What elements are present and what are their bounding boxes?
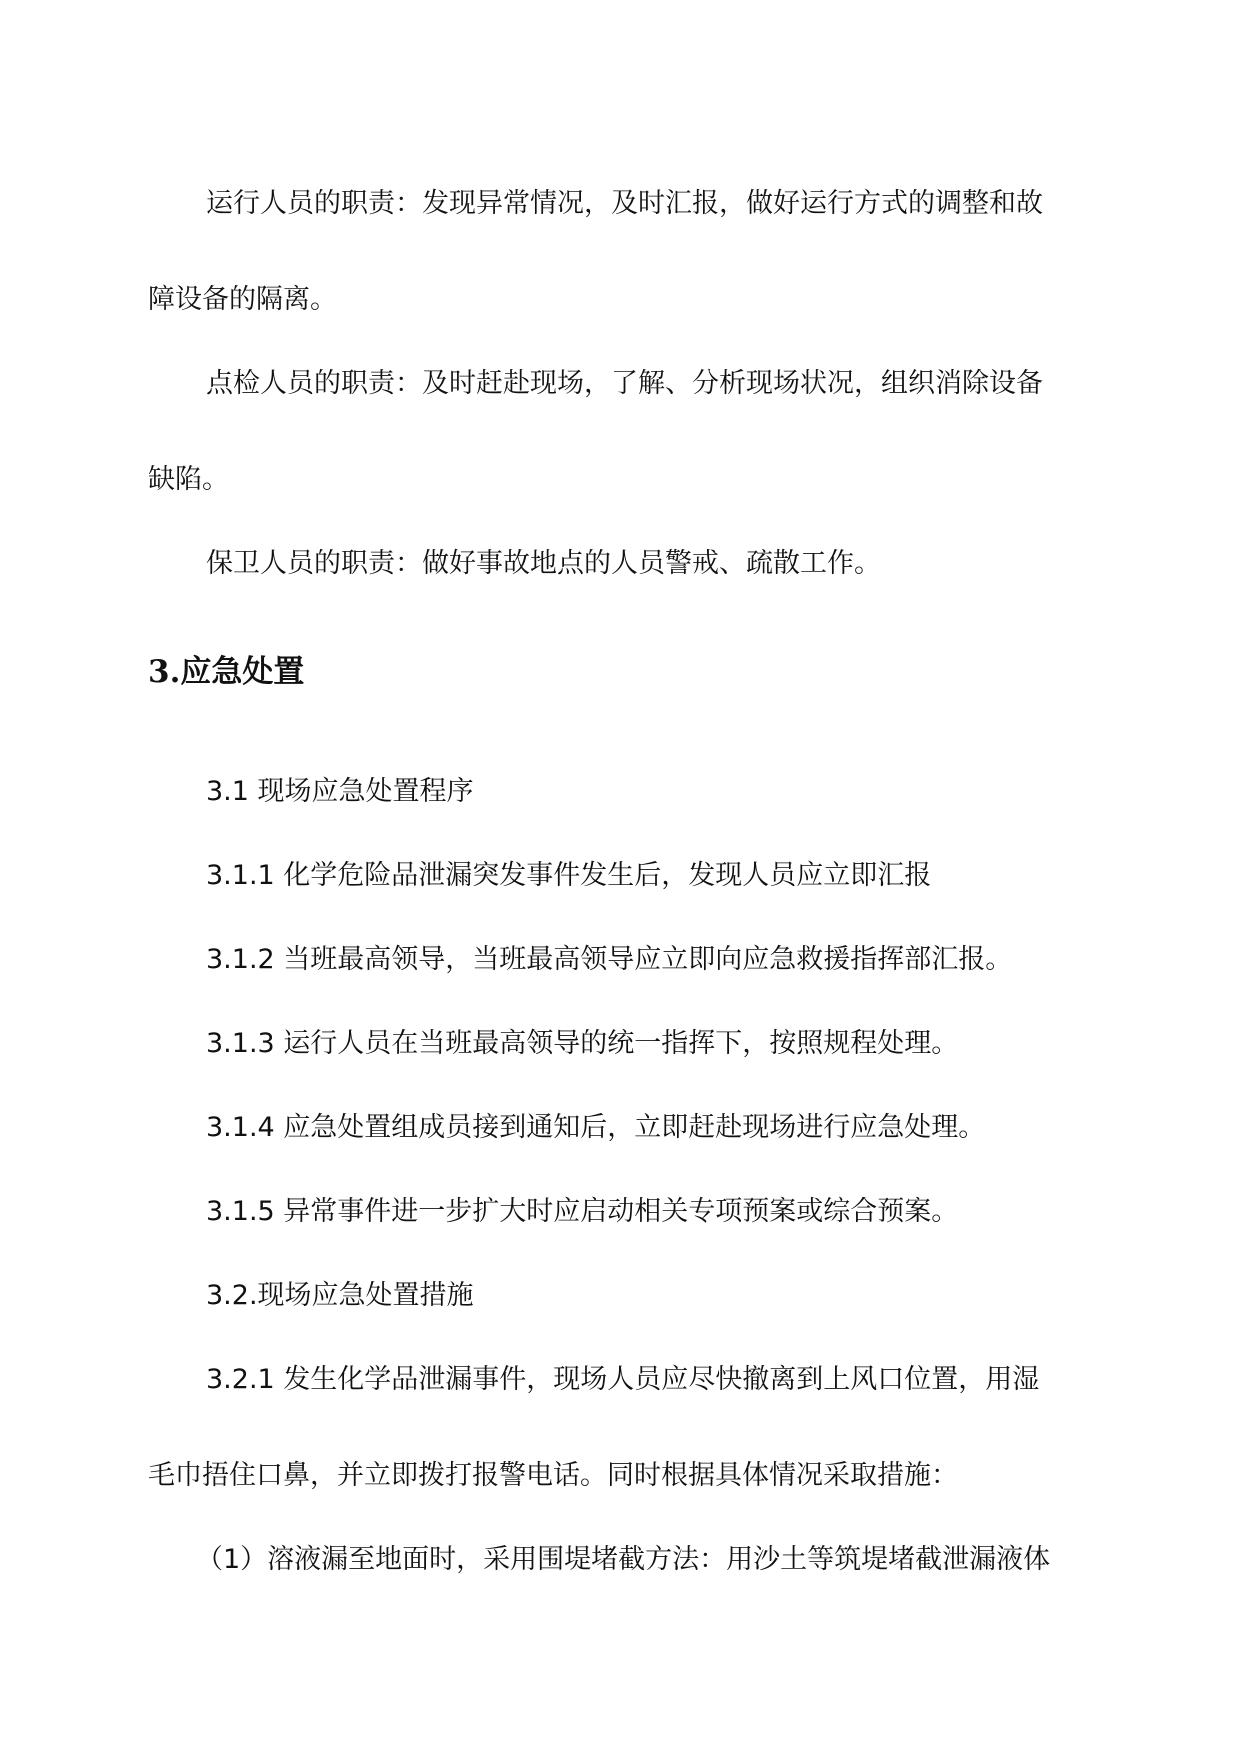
subsection-3-2-title: 3.2.现场应急处置措施 (206, 1280, 474, 1311)
section-heading: 3.应急处置 (148, 654, 305, 690)
operator-duty-line-1: 运行人员的职责：发现异常情况，及时汇报，做好运行方式的调整和故 (206, 188, 1043, 219)
item-3-2-1-line-1: 3.2.1 发生化学品泄漏事件，现场人员应尽快撤离到上风口位置，用湿 (206, 1364, 1040, 1395)
inspector-duty-line-1: 点检人员的职责：及时赶赴现场，了解、分析现场状况，组织消除设备 (206, 368, 1043, 399)
inspector-duty-line-2: 缺陷。 (148, 464, 229, 495)
item-3-1-4: 3.1.4 应急处置组成员接到通知后，立即赶赴现场进行应急处理。 (206, 1112, 986, 1143)
item-3-2-1-line-2: 毛巾捂住口鼻，并立即拨打报警电话。同时根据具体情况采取措施： (148, 1460, 958, 1491)
operator-duty-line-2: 障设备的隔离。 (148, 284, 337, 315)
subsection-3-1-title: 3.1 现场应急处置程序 (206, 776, 474, 807)
item-3-1-3: 3.1.3 运行人员在当班最高领导的统一指挥下，按照规程处理。 (206, 1028, 959, 1059)
security-duty: 保卫人员的职责：做好事故地点的人员警戒、疏散工作。 (206, 548, 881, 579)
measure-1: （1）溶液漏至地面时，采用围堤堵截方法：用沙土等筑堤堵截泄漏液体 (196, 1544, 1051, 1575)
item-3-1-2: 3.1.2 当班最高领导，当班最高领导应立即向应急救援指挥部汇报。 (206, 944, 1013, 975)
item-3-1-1: 3.1.1 化学危险品泄漏突发事件发生后，发现人员应立即汇报 (206, 860, 932, 891)
item-3-1-5: 3.1.5 异常事件进一步扩大时应启动相关专项预案或综合预案。 (206, 1196, 959, 1227)
